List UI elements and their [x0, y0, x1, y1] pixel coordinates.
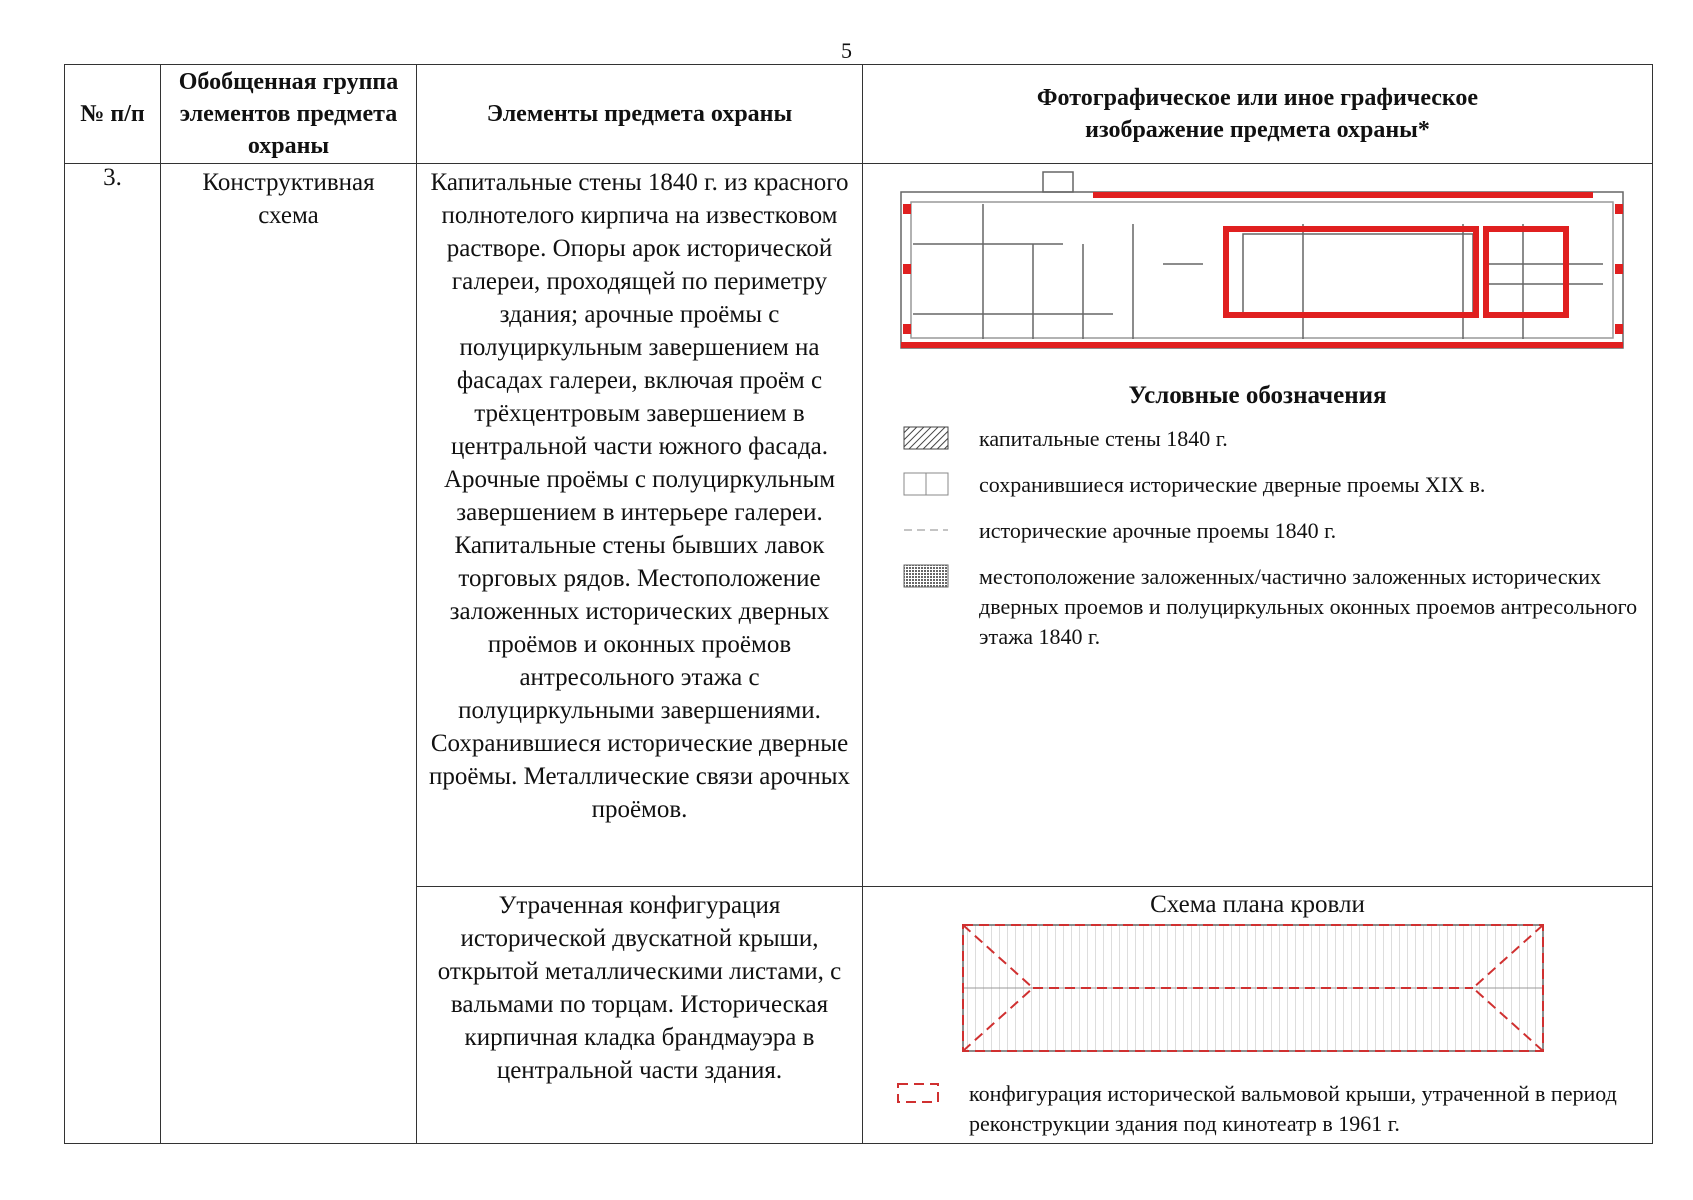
legend-text: местоположение заложенных/частично заложенных исторических дверных проемов и полуциркульных оконных проемов антресольного этажа 1840 г.	[979, 564, 1638, 649]
header-group: Обобщенная группа элементов предмета охраны	[161, 65, 417, 164]
header-row	[65, 65, 1653, 164]
elements-cell-2	[417, 887, 863, 1144]
legend-text: исторические арочные проемы 1840 г.	[979, 518, 1337, 543]
header-graphic: Фотографическое или иное графическое изображение предмета охраны*	[863, 65, 1653, 164]
page-number: 5	[841, 38, 852, 63]
legend-text: капитальные стены 1840 г.	[979, 426, 1228, 451]
legend-item	[903, 470, 1652, 500]
roof-plan-drawing	[863, 919, 1653, 1059]
legend-item	[903, 516, 1652, 546]
graphic-cell-2	[863, 887, 1653, 1144]
legend-title: Условные обозначения	[1128, 382, 1387, 409]
header-number: № п/п	[65, 65, 161, 164]
hatched-wall-swatch-icon	[903, 426, 949, 450]
filled-opening-swatch-icon	[903, 564, 949, 588]
legend-text: сохранившиеся исторические дверные проемы XIX в.	[979, 472, 1486, 497]
protection-table	[64, 64, 1653, 1144]
roof-title: Схема плана кровли	[1150, 891, 1365, 918]
floor-plan-drawing	[863, 164, 1653, 364]
row-number: 3.	[65, 164, 161, 1144]
elements-text-2: Утраченная конфигурация исторической двускатной крыши, открытой металлическими листами, с вальмами по торцам. Историческая кирпичная кладка брандмауэра в центральной части здания.	[437, 892, 842, 1084]
table-row	[65, 164, 1653, 887]
dashed-arch-swatch-icon	[903, 518, 949, 542]
door-opening-swatch-icon	[903, 472, 949, 496]
roof-legend-text: конфигурация исторической вальмовой крыши, утраченной в период реконструкции здания под кинотеатр в 1961 г.	[969, 1081, 1617, 1136]
row-group: Конструктивная схема	[161, 164, 417, 1144]
roof-legend	[895, 1079, 1652, 1139]
graphic-cell-1	[863, 164, 1653, 887]
dashed-roof-swatch-icon	[895, 1081, 941, 1105]
legend-item	[903, 562, 1652, 652]
elements-cell-1	[417, 164, 863, 887]
elements-text-1: Капитальные стены 1840 г. из красного полнотелого кирпича на известковом растворе. Опоры арок исторической галереи, проходящей по периметру здания; арочные проёмы с полуциркульным завершением на фасадах галереи, включая проём с трёхцентровым завершением в центральной части южного фасада. Арочные проёмы с полуциркульным завершением в интерьере галереи. Капитальные стены бывших лавок торговых рядов. Местоположение заложенных исторических дверных проёмов и оконных проёмов антресольного этажа с полуциркульными завершениями. Сохранившиеся исторические дверные проёмы. Металлические связи арочных проёмов.	[429, 169, 850, 823]
legend-item	[903, 424, 1652, 454]
header-elements: Элементы предмета охраны	[417, 65, 863, 164]
